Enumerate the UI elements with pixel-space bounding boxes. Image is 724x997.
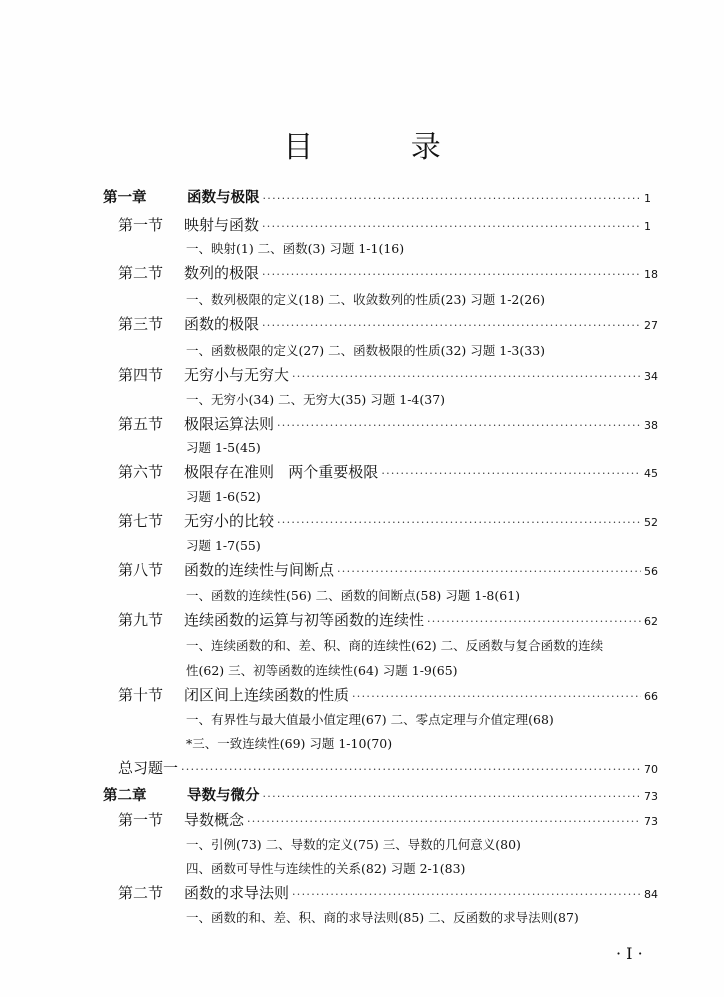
toc-entry-label: 第一节 bbox=[118, 811, 164, 829]
toc-entry-title: 无穷小与无穷大 bbox=[184, 366, 290, 384]
page-title: 目 录 bbox=[283, 130, 485, 165]
page-number-footer: · I · bbox=[616, 944, 643, 963]
toc-page-number: 73 bbox=[644, 815, 658, 828]
toc-page-number: 84 bbox=[644, 888, 658, 901]
toc-entry-title: 函数的连续性与间断点 bbox=[184, 561, 335, 579]
toc-entry-title: 总习题一 bbox=[118, 759, 179, 777]
toc-subentry bbox=[186, 289, 545, 311]
toc-subentry-text: 一、有界性与最大值最小值定理(67) 二、零点定理与介值定理(68) bbox=[186, 712, 554, 727]
toc-subentry-text: 四、函数可导性与连续性的关系(82) 习题 2-1(83) bbox=[186, 861, 466, 876]
leader-dots bbox=[263, 786, 642, 808]
toc-subentry bbox=[186, 907, 579, 929]
leader-dots bbox=[427, 611, 641, 633]
toc-entry-title: 无穷小的比较 bbox=[184, 512, 275, 530]
toc-section bbox=[118, 510, 658, 532]
toc-entry-title: 极限存在准则 两个重要极限 bbox=[184, 463, 379, 481]
toc-entry-label: 第一节 bbox=[118, 216, 164, 234]
toc-page-number: 70 bbox=[644, 763, 658, 776]
leader-dots bbox=[381, 463, 641, 485]
toc-subentry bbox=[186, 834, 521, 856]
toc-subentry-text: 一、映射(1) 二、函数(3) 习题 1-1(16) bbox=[186, 241, 405, 256]
toc-page-number: 62 bbox=[644, 615, 658, 628]
toc-subentry bbox=[186, 437, 261, 459]
toc-entry-title: 函数的极限 bbox=[184, 315, 260, 333]
toc-subentry bbox=[186, 238, 404, 260]
toc-section bbox=[118, 882, 658, 904]
toc-subentry bbox=[186, 340, 545, 362]
toc-subentry-text: 一、引例(73) 二、导数的定义(75) 三、导数的几何意义(80) bbox=[186, 837, 521, 852]
toc-entry-label: 第四节 bbox=[118, 366, 164, 384]
toc-section bbox=[118, 609, 658, 631]
toc-entry-label: 第八节 bbox=[118, 561, 164, 579]
toc-page-number: 66 bbox=[644, 690, 658, 703]
toc-chapter bbox=[103, 187, 658, 209]
toc-subentry-text: 习题 1-5(45) bbox=[186, 440, 261, 455]
toc-subentry-text: 一、数列极限的定义(18) 二、收敛数列的性质(23) 习题 1-2(26) bbox=[186, 292, 546, 307]
toc-entry-title: 极限运算法则 bbox=[184, 415, 275, 433]
toc-subentry bbox=[186, 486, 261, 508]
toc-entry-label: 第二章 bbox=[103, 788, 147, 804]
toc-subentry bbox=[186, 535, 261, 557]
toc-subentry bbox=[186, 733, 392, 755]
toc-page-number: 1 bbox=[644, 192, 651, 205]
toc-entry-title: 数列的极限 bbox=[184, 264, 260, 282]
toc-entry-title: 映射与函数 bbox=[184, 216, 260, 234]
leader-dots bbox=[247, 811, 641, 833]
toc-entry-title: 函数与极限 bbox=[187, 190, 260, 206]
toc-page-number: 56 bbox=[644, 565, 658, 578]
toc-entry-label: 第二节 bbox=[118, 884, 164, 902]
toc-section bbox=[118, 313, 658, 335]
toc-subentry-text: 习题 1-7(55) bbox=[186, 538, 261, 553]
toc-entry-label: 第九节 bbox=[118, 611, 164, 629]
toc-entry-label: 第一章 bbox=[103, 190, 147, 206]
toc-section bbox=[118, 461, 658, 483]
leader-dots bbox=[263, 188, 642, 210]
toc-page-number: 52 bbox=[644, 516, 658, 529]
leader-dots bbox=[262, 216, 641, 238]
toc-entry-label: 第三节 bbox=[118, 315, 164, 333]
toc-page-number: 38 bbox=[644, 419, 658, 432]
toc-entry-label: 第五节 bbox=[118, 415, 164, 433]
toc-entry-label: 第二节 bbox=[118, 264, 164, 282]
toc-section bbox=[118, 364, 658, 386]
toc-subentry bbox=[186, 660, 458, 682]
leader-dots bbox=[262, 264, 641, 286]
toc-entry-label: 第七节 bbox=[118, 512, 164, 530]
toc-entry-title: 连续函数的运算与初等函数的连续性 bbox=[184, 611, 425, 629]
leader-dots bbox=[292, 884, 641, 906]
toc-section bbox=[118, 757, 658, 779]
toc-page-number: 34 bbox=[644, 370, 658, 383]
leader-dots bbox=[262, 315, 641, 337]
toc-chapter bbox=[103, 785, 658, 807]
toc-section bbox=[118, 413, 658, 435]
leader-dots bbox=[292, 366, 641, 388]
toc-page-number: 73 bbox=[644, 790, 658, 803]
toc-section bbox=[118, 684, 658, 706]
toc-entry-title: 导数与微分 bbox=[187, 788, 260, 804]
toc-page-number: 45 bbox=[644, 467, 658, 480]
leader-dots bbox=[181, 759, 641, 781]
leader-dots bbox=[337, 561, 641, 583]
toc-entry-title: 导数概念 bbox=[184, 811, 245, 829]
toc-page-number: 18 bbox=[644, 268, 658, 281]
toc-entry-title: 函数的求导法则 bbox=[184, 884, 290, 902]
leader-dots bbox=[352, 686, 641, 708]
toc-entry-title: 闭区间上连续函数的性质 bbox=[184, 686, 350, 704]
toc-section bbox=[118, 809, 658, 831]
toc-entry-label: 第十节 bbox=[118, 686, 164, 704]
toc-subentry-text: 性(62) 三、初等函数的连续性(64) 习题 1-9(65) bbox=[186, 663, 458, 678]
toc-subentry-text: 习题 1-6(52) bbox=[186, 489, 261, 504]
toc-page-number: 1 bbox=[644, 220, 651, 233]
toc-section bbox=[118, 559, 658, 581]
toc-subentry bbox=[186, 635, 603, 657]
toc-subentry bbox=[186, 585, 520, 607]
toc-subentry bbox=[186, 858, 465, 880]
leader-dots bbox=[277, 415, 641, 437]
leader-dots bbox=[277, 512, 641, 534]
toc-page-number: 27 bbox=[644, 319, 658, 332]
toc-entry-label: 第六节 bbox=[118, 463, 164, 481]
toc-subentry bbox=[186, 389, 445, 411]
toc-subentry-text: 一、函数的连续性(56) 二、函数的间断点(58) 习题 1-8(61) bbox=[186, 588, 521, 603]
toc-section bbox=[118, 262, 658, 284]
toc-subentry bbox=[186, 709, 554, 731]
toc-section bbox=[118, 214, 658, 236]
toc-subentry-text: 一、连续函数的和、差、积、商的连续性(62) 二、反函数与复合函数的连续 bbox=[186, 638, 604, 653]
toc-subentry-text: 一、函数的和、差、积、商的求导法则(85) 二、反函数的求导法则(87) bbox=[186, 910, 579, 925]
toc-subentry-text: *三、一致连续性(69) 习题 1-10(70) bbox=[186, 736, 393, 751]
toc-subentry-text: 一、函数极限的定义(27) 二、函数极限的性质(32) 习题 1-3(33) bbox=[186, 343, 546, 358]
toc-subentry-text: 一、无穷小(34) 二、无穷大(35) 习题 1-4(37) bbox=[186, 392, 446, 407]
